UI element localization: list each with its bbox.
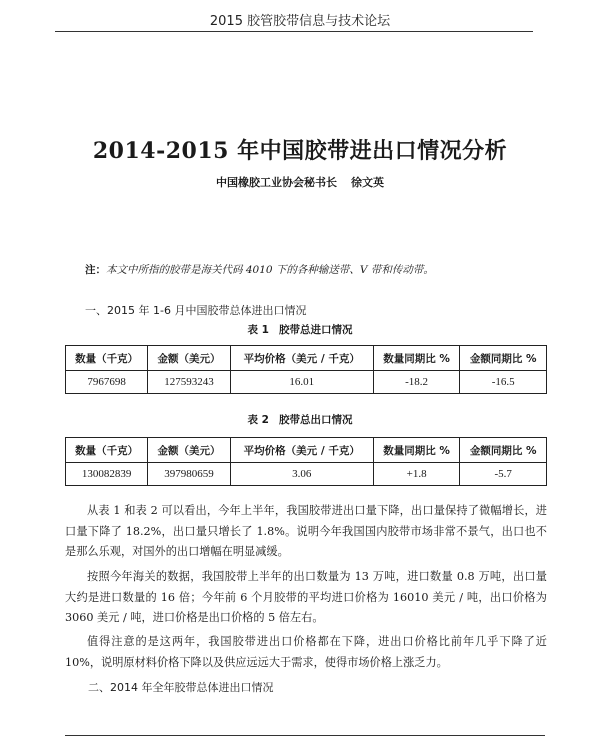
article-note: [85, 262, 434, 277]
table-header-cell: 平均价格（美元 / 千克）: [230, 438, 373, 463]
table-cell: -5.7: [460, 463, 547, 486]
author-line: [0, 174, 600, 190]
table-cell: +1.8: [373, 463, 460, 486]
author-name: 徐文英: [351, 176, 384, 189]
table2-caption-text: 胶带总出口情况: [278, 414, 353, 426]
header-divider: [55, 31, 533, 32]
table-header-cell: 金额（美元）: [148, 346, 230, 371]
table-header-row: [66, 346, 547, 371]
table-cell: 3.06: [230, 463, 373, 486]
table-cell: 397980659: [148, 463, 230, 486]
body-paragraph-1: 从表 1 和表 2 可以看出，今年上半年，我国胶带进出口量下降，出口量保持了微幅增长，进口量下降了 18.2%，出口量只增长了 1.8%。说明今年我国国内胶带市场非常不景气，出口也不是那么乐观，对国外的出口增幅在明显减缓。: [65, 504, 547, 558]
table-cell: 16.01: [230, 371, 373, 394]
table-cell: 130082839: [66, 463, 148, 486]
table-header-cell: 金额（美元）: [148, 438, 230, 463]
table-header-cell: 数量（千克）: [66, 438, 148, 463]
section-heading-1: 一、2015 年 1-6 月中国胶带总体进出口情况: [85, 304, 307, 317]
table-header-cell: 金额同期比 %: [460, 438, 547, 463]
table-header-row: [66, 438, 547, 463]
section-heading-2: 二、2014 年全年胶带总体进出口情况: [88, 681, 274, 694]
import-table: [65, 345, 547, 394]
body-paragraph-3: 值得注意的是这两年，我国胶带进出口价格都在下降，进出口价格比前年几乎下降了近 10%，说明原材料价格下降以及供应远远大于需求，使得市场价格上涨乏力。: [65, 635, 547, 669]
table1-caption-text: 胶带总进口情况: [278, 324, 353, 336]
table-cell: -18.2: [373, 371, 460, 394]
table1-caption: [0, 322, 600, 337]
table-row: [66, 463, 547, 486]
table-header-cell: 金额同期比 %: [460, 346, 547, 371]
table-cell: 127593243: [148, 371, 230, 394]
running-header: 2015 胶管胶带信息与技术论坛: [209, 14, 391, 29]
table-header-cell: 数量（千克）: [66, 346, 148, 371]
table1-caption-number: 表 1: [247, 324, 269, 336]
table-header-cell: 平均价格（美元 / 千克）: [230, 346, 373, 371]
table-row: [66, 371, 547, 394]
article-title: 2014-2015 年中国胶带进出口情况分析: [92, 138, 508, 164]
table-header-cell: 数量同期比 %: [373, 438, 460, 463]
body-paragraph-2: 按照今年海关的数据，我国胶带上半年的出口数量为 13 万吨，进口数量 0.8 万吨，出口量大约是进口数量的 16 倍；今年前 6 个月胶带的平均进口价格为 16010 美元 / 吨，出口价格为 3060 美元 / 吨，进口价格是出口价格的 5 倍左右。: [65, 570, 547, 624]
author-affiliation: 中国橡胶工业协会秘书长: [216, 176, 337, 189]
export-table: [65, 437, 547, 486]
table2-caption-number: 表 2: [247, 414, 269, 426]
note-text: 本文中所指的胶带是海关代码 4010 下的各种输送带、V 带和传动带。: [106, 264, 434, 276]
table2-caption: [0, 412, 600, 427]
table-header-cell: 数量同期比 %: [373, 346, 460, 371]
table-cell: 7967698: [66, 371, 148, 394]
table-cell: -16.5: [460, 371, 547, 394]
note-label: 注：: [85, 264, 106, 276]
footer-divider: [65, 735, 545, 736]
